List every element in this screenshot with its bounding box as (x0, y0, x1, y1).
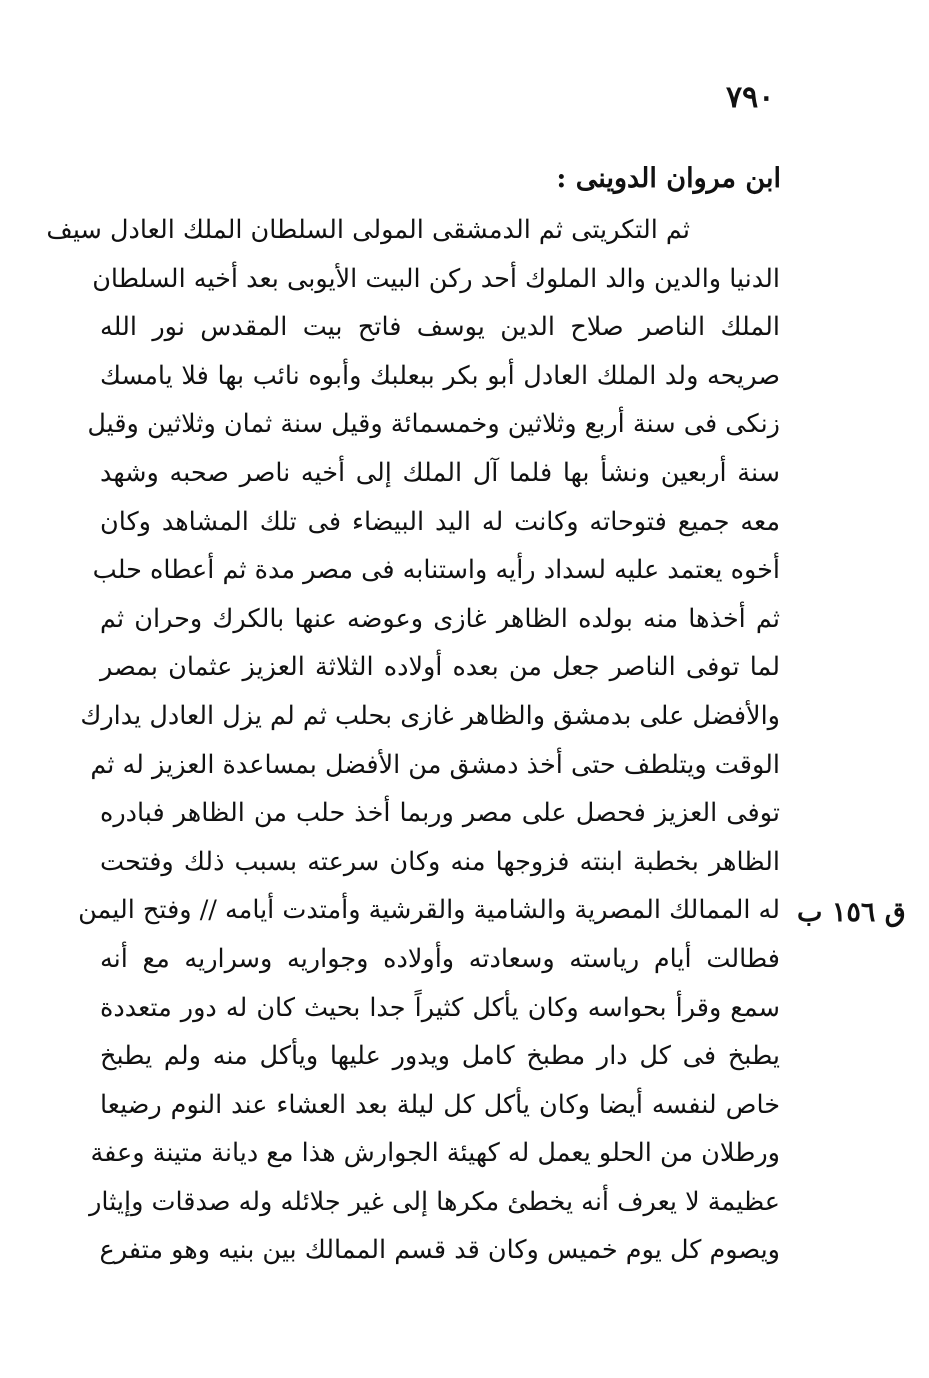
text-line: سمع وقرأ بحواسه وكان يأكل كثيراً جدا بحيث كان له دور متعددة (100, 992, 780, 1023)
text-line: ثم أخذها منه بولده الظاهر غازى وعوضه عنها بالكرك وحران ثم (100, 603, 780, 634)
text-line: والأفضل على بدمشق والظاهر غازى بحلب ثم لم يزل العادل يدارك (80, 700, 780, 731)
text-line: توفى العزيز فحصل على مصر وربما أخذ حلب من الظاهر فبادره (100, 798, 780, 829)
text-line: الظاهر بخطبة ابنته فزوجها منه وكان سرعته بسبب ذلك وفتحت (100, 846, 780, 877)
text-line: لما توفى الناصر جعل من بعده أولاده الثلاثة العزيز عثمان بمصر (100, 652, 780, 683)
text-line: معه جميع فتوحاته وكانت له اليد البيضاء فى تلك المشاهد وكان (100, 506, 780, 537)
section-heading: ابن مروان الدوينى : (556, 163, 781, 194)
text-line: سنة أربعين ونشأ بها فلما آل الملك إلى أخيه ناصر صحبه وشهد (100, 457, 780, 488)
text-line: أخوه يعتمد عليه لسداد رأيه واستنابه فى مصر مدة ثم أعطاه حلب (92, 555, 780, 586)
text-line: له الممالك المصرية والشامية والقرشية وأمتدت أيامه // وفتح اليمن (78, 895, 780, 926)
text-line: زنكى فى سنة أربع وثلاثين وخمسمائة وقيل سنة ثمان وثلاثين وقيل (87, 409, 780, 440)
text-line: عظيمة لا يعرف أنه يخطئ مكرها إلى غير جلائله وله صدقات وإيثار (89, 1186, 780, 1217)
text-line: الملك الناصر صلاح الدين يوسف فاتح بيت المقدس نور الله (100, 312, 780, 343)
text-line: ثم التكريتى ثم الدمشقى المولى السلطان الملك العادل سيف (46, 215, 690, 245)
margin-folio-note: ق ١٥٦ ب (797, 897, 906, 928)
text-line: الدنيا والدين والد الملوك أحد ركن البيت الأيوبى بعد أخيه السلطان (92, 263, 780, 294)
text-line: ويصوم كل يوم خميس وكان قد قسم الممالك بين بنيه وهو متفرع (99, 1235, 780, 1266)
text-line: يطبخ فى كل دار مطبخ كامل ويدور عليها ويأكل منه ولم يطبخ (100, 1041, 780, 1072)
text-line: ورطلان من الحلو يعمل له كهيئة الجوارش هذا مع ديانة متينة وعفة (90, 1138, 780, 1169)
text-line: فطالت أيام رياسته وسعادته وأولاده وجواريه وسراريه مع أنه (100, 943, 780, 974)
text-line: خاص لنفسه أيضا وكان يأكل كل ليلة بعد العشاء عند النوم رضيعا (100, 1089, 780, 1120)
page-number: ٧٩٠ (726, 80, 775, 115)
text-line: صريحه ولد الملك العادل أبو بكر ببعلبك وأبوه نائب بها فلا يامسك (100, 360, 780, 391)
body-text (46, 206, 780, 1275)
text-line: الوقت ويتلطف حتى أخذ دمشق من الأفضل بمساعدة العزيز له ثم (90, 749, 780, 780)
